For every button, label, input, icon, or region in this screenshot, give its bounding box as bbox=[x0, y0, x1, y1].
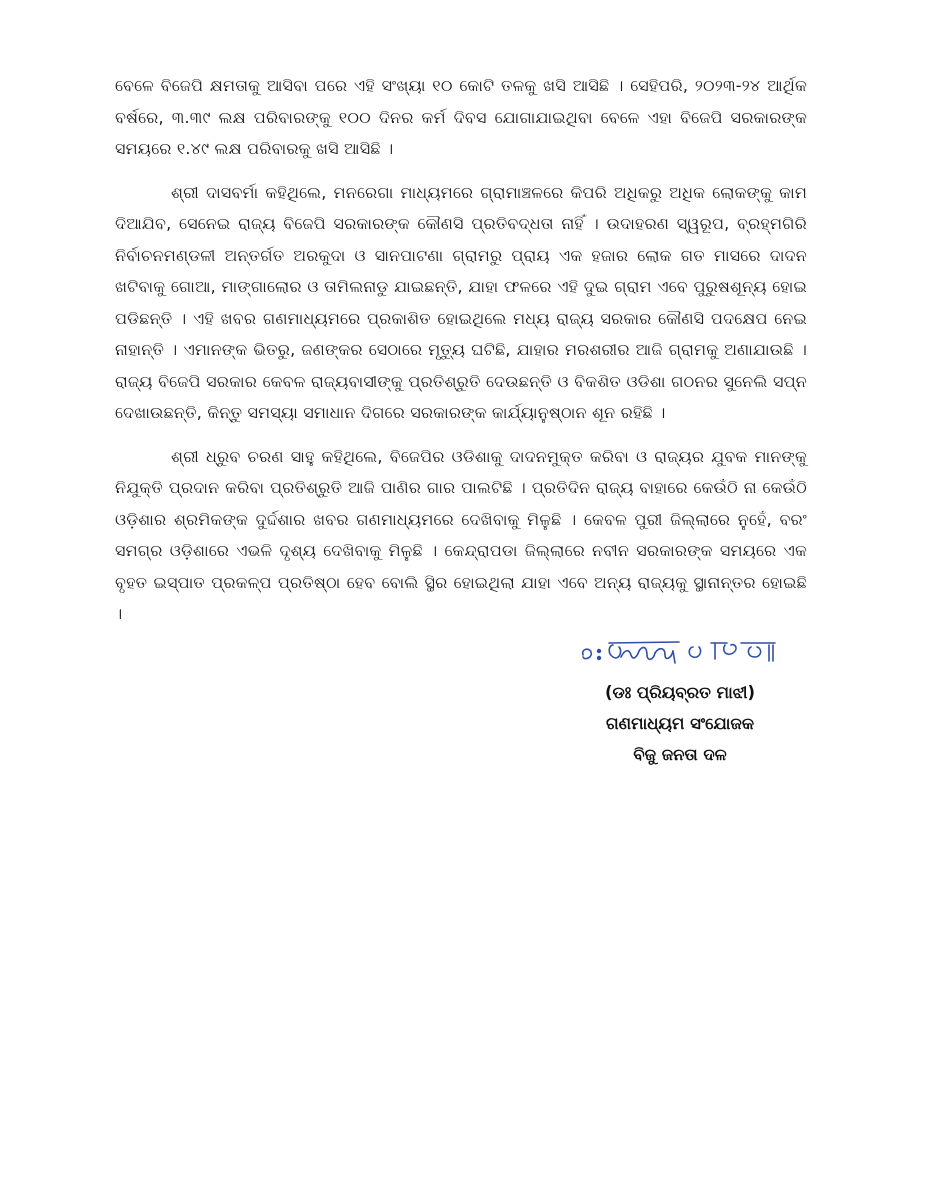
signature-block bbox=[560, 635, 800, 770]
handwritten-signature bbox=[575, 635, 785, 671]
paragraph-continued: ବେଳେ ବିଜେପି କ୍ଷମତାକୁ ଆସିବା ପରେ ଏହି ସଂଖ୍ୟା ୧୦ କୋଟି ତଳକୁ ଖସି ଆସିଛି । ସେହିପରି, ୨୦୨୩-୨୪ ଆର୍ଥିକ ବର୍ଷରେ, ୩.୩୯ ଲକ୍ଷ ପରିବାରଙ୍କୁ ୧୦୦ ଦିନର କର୍ମ ଦିବସ ଯୋଗାଯାଇଥିବା ବେଳେ ଏହା ବିଜେପି ସରକାରଙ୍କ ସମୟରେ ୧.୪୯ ଲକ୍ଷ ପରିବାରକୁ ଖସି ଆସିଛି । bbox=[115, 76, 807, 158]
press-release-body bbox=[115, 70, 807, 642]
signatory-designation: ଗଣମାଧ୍ୟମ ସଂଯୋଜକ bbox=[605, 714, 755, 733]
signatory-name: (ଡଃ ପ୍ରିୟବ୍ରତ ମାଝୀ) bbox=[604, 683, 756, 702]
party-name: ବିଜୁ ଜନତା ଦଳ bbox=[633, 745, 727, 764]
paragraph-sahu-statement: ଶ୍ରୀ ଧ୍ରୁବ ଚରଣ ସାହୁ କହିଥିଲେ, ବିଜେପିର ଓଡିଶାକୁ ଦାଦନମୁକ୍ତ କରିବା ଓ ରାଜ୍ୟର ଯୁବକ ମାନଙ୍କୁ ନିଯୁକ୍ତି ପ୍ରଦାନ କରିବା ପ୍ରତିଶ୍ରୁତି ଆଜି ପାଣିର ଗାର ପାଲଟିଛି । ପ୍ରତିଦିନ ରାଜ୍ୟ ବାହାରେ କେଉଁଠି ନା କେଉଁଠି ଓଡ଼ିଶାର ଶ୍ରମିକଙ୍କ ଦୁର୍ଦ୍ଦଶାର ଖବର ଗଣମାଧ୍ୟମରେ ଦେଖିବାକୁ ମିଳୁଛି । କେବଳ ପୁରୀ ଜିଲ୍ଲାରେ ନୁହେଁ, ବରଂ ସମଗ୍ର ଓଡ଼ିଶାରେ ଏଭଳି ଦୃଶ୍ୟ ଦେଖିବାକୁ ମିଳୁଛି । କେନ୍ଦ୍ରାପଡା ଜିଲ୍ଲାରେ ନବୀନ ସରକାରଙ୍କ ସମୟରେ ଏକ ବୃହତ ଇସ୍ପାତ ପ୍ରକଳ୍ପ ପ୍ରତିଷ୍ଠା ହେବ ବୋଲି ସ୍ଥିର ହୋଇଥିଲା ଯାହା ଏବେ ଅନ୍ୟ ରାଜ୍ୟକୁ ସ୍ଥାନାନ୍ତର ହୋଇଛି । bbox=[115, 446, 807, 623]
paragraph-dasbarma-statement: ଶ୍ରୀ ଦାସବର୍ମା କହିଥିଲେ, ମନରେଗା ମାଧ୍ୟମରେ ଗ୍ରାମାଞ୍ଚଳରେ କିପରି ଅଧିକରୁ ଅଧିକ ଲୋକଙ୍କୁ କାମ ଦିଆଯିବ, ସେନେଇ ରାଜ୍ୟ ବିଜେପି ସରକାରଙ୍କ କୌଣସି ପ୍ରତିବଦ୍ଧତା ନାହିଁ । ଉଦାହରଣ ସ୍ୱରୂପ, ବ୍ରହ୍ମଗିରି ନିର୍ବାଚନମଣ୍ଡଳୀ ଅନ୍ତର୍ଗତ ଅରକୁଦା ଓ ସାନପାଟଣା ଗ୍ରାମରୁ ପ୍ରାୟ ଏକ ହଜାର ଲୋକ ଗତ ମାସରେ ଦାଦନ ଖଟିବାକୁ ଗୋଆ, ମାଙ୍ଗାଲୋର ଓ ତାମିଲନାଡୁ ଯାଇଛନ୍ତି, ଯାହା ଫଳରେ ଏହି ଦୁଇ ଗ୍ରାମ ଏବେ ପୁରୁଷଶୂନ୍ୟ ହୋଇ ପଡିଛନ୍ତି । ଏହି ଖବର ଗଣମାଧ୍ୟମରେ ପ୍ରକାଶିତ ହୋଇଥିଲେ ମଧ୍ୟ ରାଜ୍ୟ ସରକାର କୌଣସି ପଦକ୍ଷେପ ନେଇ ନାହାନ୍ତି । ଏମାନଙ୍କ ଭିତରୁ, ଜଣଙ୍କର ସେଠାରେ ମୃତ୍ୟୁ ଘଟିଛି, ଯାହାର ମରଶରୀର ଆଜି ଗ୍ରାମକୁ ଅଣାଯାଉଛି । ରାଜ୍ୟ ବିଜେପି ସରକାର କେବଳ ରାଜ୍ୟବାସୀଙ୍କୁ ପ୍ରତିଶ୍ରୁତି ଦେଉଛନ୍ତି ଓ ବିକଶିତ ଓଡିଶା ଗଠନର ସୁନେଲି ସପ୍ନ ଦେଖାଉଛନ୍ତି, କିନ୍ତୁ ସମସ୍ୟା ସମାଧାନ ଦିଗରେ ସରକାରଙ୍କ କାର୍ଯ୍ୟାନୁଷ୍ଠାନ ଶୂନ ରହିଛି । bbox=[115, 182, 807, 422]
